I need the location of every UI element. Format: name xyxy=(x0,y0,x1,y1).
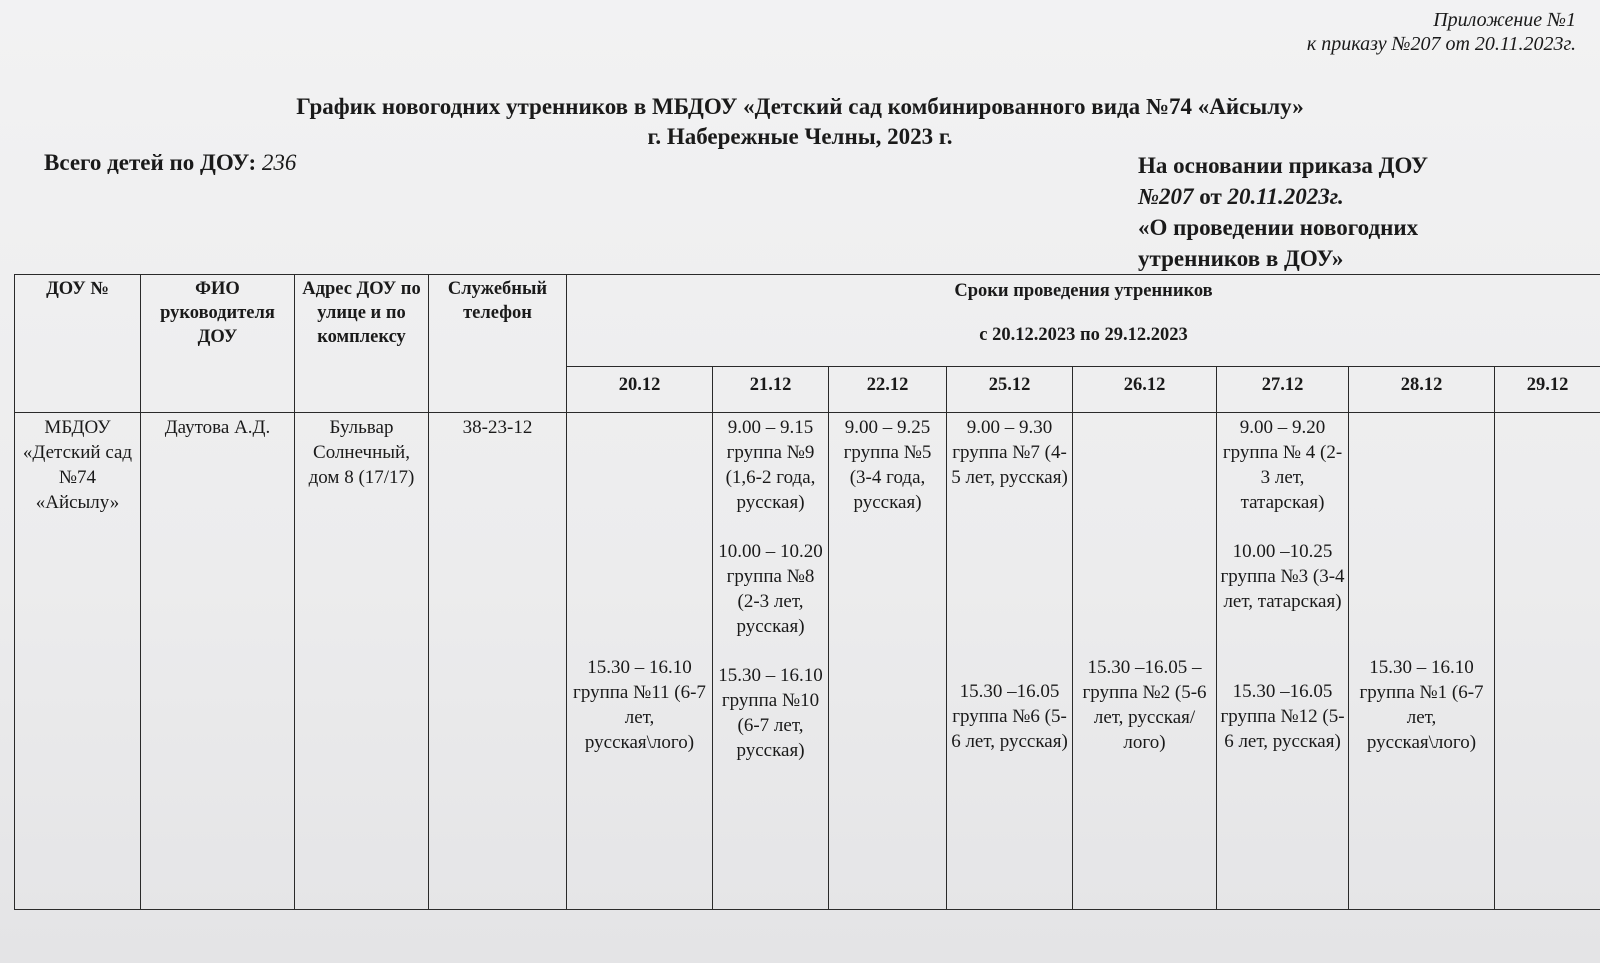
header-dou: ДОУ № xyxy=(15,275,141,413)
date-header: 27.12 xyxy=(1217,367,1349,413)
basis-line4: утренников в ДОУ» xyxy=(1138,246,1344,271)
cell-2612 xyxy=(1073,413,1217,910)
slot-morning-2: 10.00 –10.25 группа №3 (3-4 лет, татарская) xyxy=(1220,541,1345,612)
schedule-table xyxy=(14,274,1600,910)
basis-line1: На основании приказа ДОУ xyxy=(1138,153,1428,178)
total-children xyxy=(44,150,296,176)
cell-2112 xyxy=(713,413,829,910)
basis-order-date: 20.11.2023г. xyxy=(1227,184,1344,209)
basis-line3: «О проведении новогодних xyxy=(1138,215,1419,240)
title-line2: г. Набережные Челны, 2023 г. xyxy=(647,124,953,149)
terms-title: Сроки проведения утренников xyxy=(954,281,1213,301)
slot-pm: 15.30 – 16.10 группа №10 (6-7 лет, русская) xyxy=(718,665,823,761)
cell-2712 xyxy=(1217,413,1349,910)
header-address: Адрес ДОУ по улице и по комплексу xyxy=(295,275,429,413)
slot-pm: 15.30 – 16.10 группа №1 (6-7 лет, русская\лого) xyxy=(1359,657,1484,753)
slot-pm: 15.30 – 16.10 группа №11 (6-7 лет, русская\лого) xyxy=(573,657,706,753)
total-value: 236 xyxy=(261,150,297,175)
appendix-note xyxy=(1307,8,1576,56)
title-line1: График новогодних утренников в МБДОУ «Детский сад комбинированного вида №74 «Айсылу» xyxy=(296,94,1304,119)
header-phone: Служебный телефон xyxy=(429,275,567,413)
date-header: 29.12 xyxy=(1495,367,1600,413)
cell-address: Бульвар Солнечный, дом 8 (17/17) xyxy=(295,413,429,910)
slot-morning-1: 9.00 – 9.25 группа №5 (3-4 года, русская) xyxy=(843,417,932,513)
basis-from: от xyxy=(1199,184,1222,209)
slot-pm: 15.30 –16.05 – группа №2 (5-6 лет, русская/лого) xyxy=(1082,657,1207,753)
slot-morning-1: 9.00 – 9.20 группа № 4 (2-3 лет, татарская) xyxy=(1222,417,1343,513)
table-row xyxy=(15,413,1600,910)
slot-morning-1: 9.00 – 9.15 группа №9 (1,6-2 года, русская) xyxy=(725,417,816,513)
cell-head: Даутова А.Д. xyxy=(141,413,295,910)
date-header: 21.12 xyxy=(713,367,829,413)
header-terms xyxy=(567,275,1600,367)
cell-dou: МБДОУ «Детский сад №74 «Айсылу» xyxy=(15,413,141,910)
cell-2012 xyxy=(567,413,713,910)
cell-2912 xyxy=(1495,413,1600,910)
date-header: 26.12 xyxy=(1073,367,1217,413)
cell-2512 xyxy=(947,413,1073,910)
basis-line2 xyxy=(1138,181,1498,212)
cell-2212 xyxy=(829,413,947,910)
date-header: 20.12 xyxy=(567,367,713,413)
date-header: 25.12 xyxy=(947,367,1073,413)
slot-morning-2: 10.00 – 10.20 группа №8 (2-3 лет, русская) xyxy=(718,541,823,637)
slot-pm: 15.30 –16.05 группа №12 (5-6 лет, русская) xyxy=(1220,681,1345,752)
basis-order-number: №207 xyxy=(1138,184,1194,209)
cell-phone: 38-23-12 xyxy=(429,413,567,910)
terms-range: с 20.12.2023 по 29.12.2023 xyxy=(979,325,1188,345)
total-label: Всего детей по ДОУ: xyxy=(44,150,257,175)
order-basis xyxy=(1138,150,1498,274)
slot-pm: 15.30 –16.05 группа №6 (5-6 лет, русская) xyxy=(951,681,1068,752)
cell-2812 xyxy=(1349,413,1495,910)
date-header: 28.12 xyxy=(1349,367,1495,413)
document-title xyxy=(0,92,1600,152)
appendix-line2: к приказу №207 от 20.11.2023г. xyxy=(1306,33,1576,55)
date-header: 22.12 xyxy=(829,367,947,413)
appendix-line1: Приложение №1 xyxy=(1433,9,1576,31)
slot-morning-1: 9.00 – 9.30 группа №7 (4-5 лет, русская) xyxy=(951,417,1068,488)
header-row-main xyxy=(15,275,1600,367)
header-head: ФИО руководителя ДОУ xyxy=(141,275,295,413)
